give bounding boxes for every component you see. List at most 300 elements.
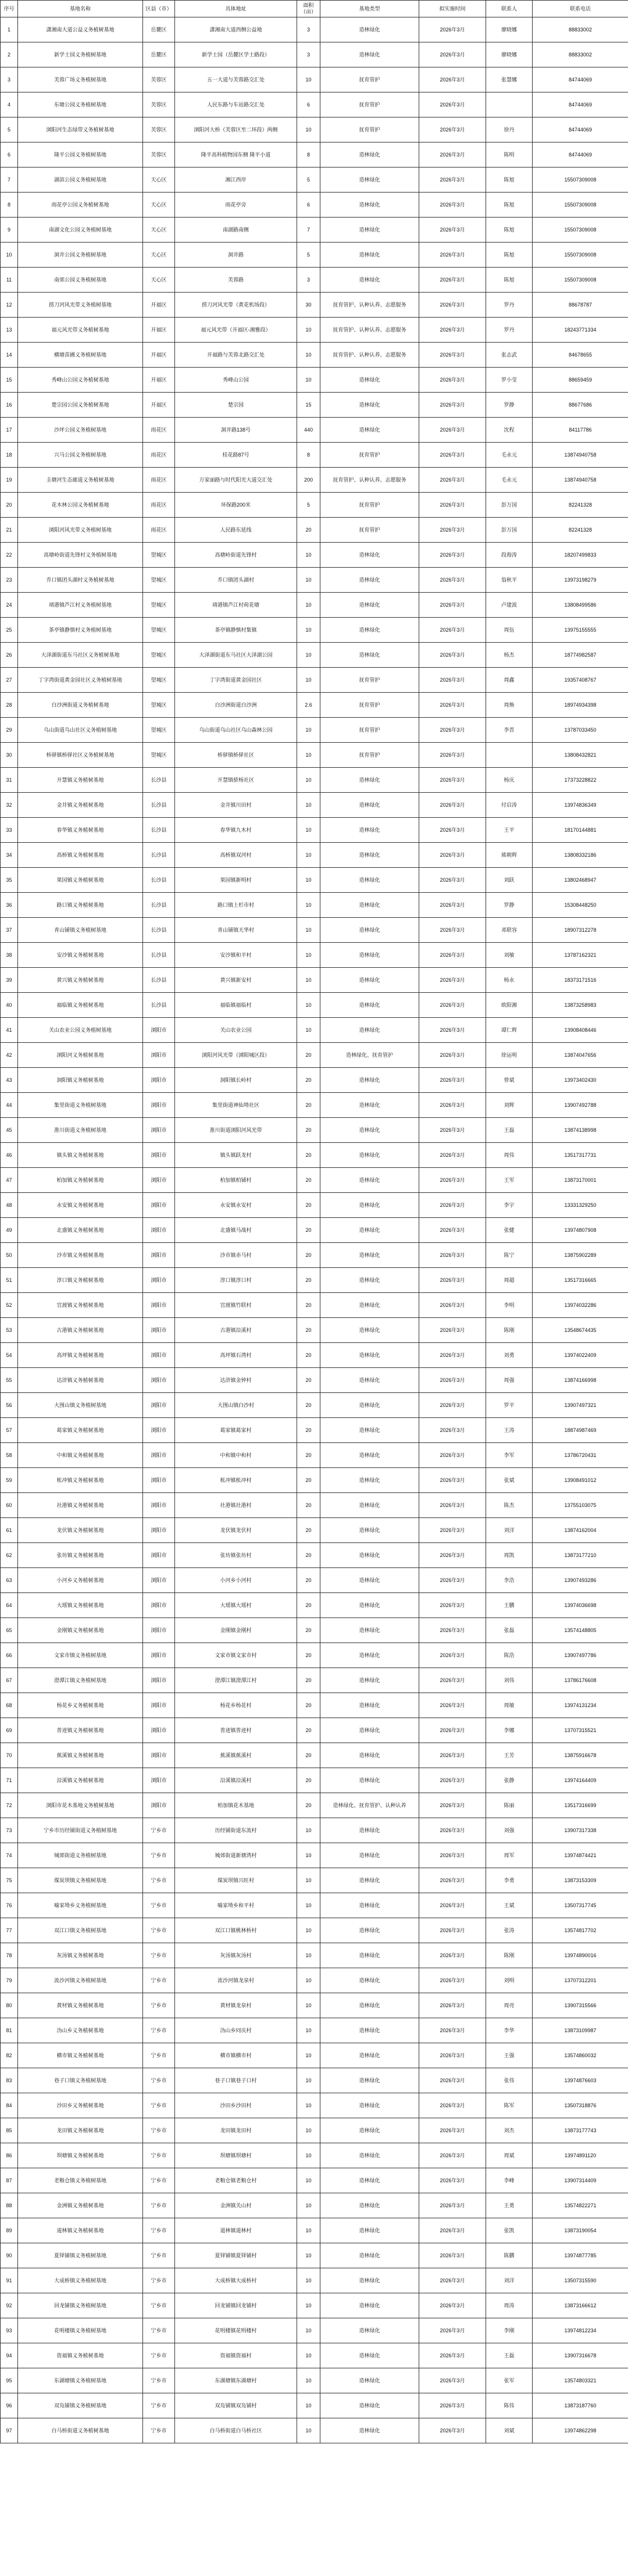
table-cell: 抚育管护 [320, 743, 419, 768]
table-cell: 东湖塘镇义务植树基地 [18, 2368, 143, 2393]
table-cell: 10 [297, 743, 320, 768]
table-cell: 2026年3月 [419, 418, 486, 443]
table-cell: 陈浩 [486, 1643, 533, 1668]
table-cell: 8 [297, 142, 320, 168]
table-cell: 造林绿化 [320, 2093, 419, 2118]
table-cell: 望城区 [143, 693, 175, 718]
table-cell: 春华镇义务植树基地 [18, 818, 143, 843]
table-row [1, 518, 628, 543]
table-cell: 2026年3月 [419, 168, 486, 193]
table-cell: 13907492788 [533, 1093, 628, 1118]
table-cell: 40 [1, 993, 18, 1018]
table-cell: 19 [1, 468, 18, 493]
table-cell: 10 [297, 593, 320, 618]
table-row [1, 1218, 628, 1243]
table-cell: 27 [1, 668, 18, 693]
table-cell: 白沙洲街道义务植树基地 [18, 693, 143, 718]
table-cell: 20 [297, 1568, 320, 1593]
table-cell: 浏阳市 [143, 1293, 175, 1318]
table-cell: 曾斌 [486, 1068, 533, 1093]
table-cell: 28 [1, 693, 18, 718]
table-cell: 2026年3月 [419, 1368, 486, 1393]
table-cell: 造林绿化 [320, 2343, 419, 2368]
table-cell: 双江口镇桃林桥村 [175, 1918, 297, 1943]
table-cell: 3 [297, 17, 320, 42]
table-cell: 46 [1, 1143, 18, 1168]
table-cell: 2026年3月 [419, 42, 486, 67]
table-cell: 喻家坳乡和平村 [175, 1893, 297, 1918]
table-cell: 86 [1, 2143, 18, 2168]
table-cell: 沿溪镇义务植树基地 [18, 1768, 143, 1793]
table-cell: 10 [297, 343, 320, 368]
table-cell: 横市镇横市村 [175, 2043, 297, 2068]
table-cell: 陈旭 [486, 243, 533, 268]
table-row [1, 1393, 628, 1418]
table-cell: 10 [297, 2018, 320, 2043]
table-cell: 横塘苗圃义务植树基地 [18, 343, 143, 368]
table-cell: 13548674435 [533, 1318, 628, 1343]
table-cell: 13973198279 [533, 568, 628, 593]
table-cell: 6 [297, 92, 320, 117]
table-cell: 13874940758 [533, 443, 628, 468]
table-cell: 集里街道义务植树基地 [18, 1093, 143, 1118]
table-cell: 望城区 [143, 643, 175, 668]
column-header: 区县（市） [143, 1, 175, 17]
table-cell: 煤炭坝镇义务植树基地 [18, 1868, 143, 1893]
table-cell: 10 [297, 868, 320, 893]
table-cell: 高桥镇双河村 [175, 843, 297, 868]
table-cell: 造林绿化 [320, 1068, 419, 1093]
table-cell: 造林绿化 [320, 1993, 419, 2018]
table-cell: 芙蓉区 [143, 67, 175, 92]
table-cell: 小河乡义务植树基地 [18, 1568, 143, 1593]
table-cell: 88659459 [533, 368, 628, 393]
table-cell: 段海涛 [486, 543, 533, 568]
table-cell: 13331329250 [533, 1193, 628, 1218]
table-cell: 茶亭镇静慎村义务植树基地 [18, 618, 143, 643]
table-cell: 13873170001 [533, 1168, 628, 1193]
table-cell: 城郊街道义务植树基地 [18, 1843, 143, 1868]
table-cell: 2026年3月 [419, 2018, 486, 2043]
table-cell: 龙伏镇龙伏村 [175, 1518, 297, 1543]
table-cell: 37 [1, 918, 18, 943]
table-cell: 金刚镇义务植树基地 [18, 1618, 143, 1643]
table-cell: 北盛镇义务植树基地 [18, 1218, 143, 1243]
table-cell: 张伟 [486, 2068, 533, 2093]
table-cell: 造林绿化、抚育管护、认种认养 [320, 1793, 419, 1818]
table-cell: 6 [297, 193, 320, 218]
table-cell: 沈程 [486, 418, 533, 443]
table-cell: 双江口镇义务植树基地 [18, 1918, 143, 1943]
table-cell: 10 [297, 2368, 320, 2393]
table-cell: 2026年3月 [419, 2043, 486, 2068]
table-cell: 长沙县 [143, 993, 175, 1018]
table-cell: 82241328 [533, 493, 628, 518]
table-cell: 浏阳市 [143, 1093, 175, 1118]
table-cell: 13574148805 [533, 1618, 628, 1643]
table-cell: 2026年3月 [419, 2118, 486, 2143]
table-cell: 造林绿化 [320, 1868, 419, 1893]
table-cell: 大泽湖街道东马社区义务植树基地 [18, 643, 143, 668]
table-cell: 2026年3月 [419, 1168, 486, 1193]
table-cell: 浏阳河生态绿带义务植树基地 [18, 117, 143, 142]
table-row [1, 1918, 628, 1943]
table-cell: 8 [1, 193, 18, 218]
table-cell: 20 [297, 518, 320, 543]
table-cell: 宁乡市 [143, 2193, 175, 2218]
table-cell: 大瑶镇义务植树基地 [18, 1593, 143, 1618]
table-row [1, 2043, 628, 2068]
table-cell: 16 [1, 393, 18, 418]
table-cell: 2026年3月 [419, 693, 486, 718]
table-cell: 流沙河镇义务植树基地 [18, 1968, 143, 1993]
table-cell: 2026年3月 [419, 1768, 486, 1793]
table-cell: 宁乡市 [143, 2043, 175, 2068]
table-cell: 2026年3月 [419, 543, 486, 568]
table-cell: 20 [297, 1618, 320, 1643]
table-cell: 王磊 [486, 2343, 533, 2368]
table-cell: 刘跃 [486, 868, 533, 893]
table-cell: 2026年3月 [419, 368, 486, 393]
table-cell: 宁乡市 [143, 1868, 175, 1893]
table-cell: 刘明 [486, 1968, 533, 1993]
table-row [1, 993, 628, 1018]
table-cell: 周超 [486, 1268, 533, 1293]
table-row [1, 1768, 628, 1793]
table-cell: 造林绿化 [320, 1268, 419, 1293]
table-row [1, 17, 628, 42]
table-cell: 13574817702 [533, 1918, 628, 1943]
table-cell: 13974022409 [533, 1343, 628, 1368]
table-cell: 造林绿化 [320, 1543, 419, 1568]
table-cell [486, 743, 533, 768]
table-cell: 造林绿化 [320, 2368, 419, 2393]
table-cell: 10 [297, 1843, 320, 1868]
table-cell: 造林绿化 [320, 42, 419, 67]
table-cell: 谭仁辉 [486, 1018, 533, 1043]
table-cell: 花明楼镇花明楼村 [175, 2318, 297, 2343]
table-cell: 人民东路与车站路交汇处 [175, 92, 297, 117]
table-cell: 2026年3月 [419, 1093, 486, 1118]
table-cell: 2026年3月 [419, 393, 486, 418]
table-cell: 洞井路 [175, 243, 297, 268]
table-cell: 捞刀河风光带义务植树基地 [18, 293, 143, 318]
table-cell: 陈宁 [486, 1243, 533, 1268]
table-cell: 抚育管护、认种认养、志愿服务 [320, 293, 419, 318]
table-cell: 浏阳市 [143, 1668, 175, 1693]
table-cell: 长沙县 [143, 893, 175, 918]
table-row [1, 1043, 628, 1068]
table-cell: 13908408446 [533, 1018, 628, 1043]
table-cell: 造林绿化 [320, 818, 419, 843]
table-cell: 造林绿化 [320, 1468, 419, 1493]
table-cell: 13874138998 [533, 1118, 628, 1143]
table-cell: 浏阳市 [143, 1368, 175, 1393]
table-cell: 5 [297, 168, 320, 193]
table-cell: 高塘岭街道先锋村 [175, 543, 297, 568]
table-cell: 抚育管护 [320, 668, 419, 693]
table-cell: 21 [1, 518, 18, 543]
table-cell: 徐运明 [486, 1043, 533, 1068]
table-cell: 开福区 [143, 318, 175, 343]
table-cell: 2026年3月 [419, 243, 486, 268]
table-row [1, 2418, 628, 2443]
table-cell: 黄材镇龙泉村 [175, 1993, 297, 2018]
table-cell: 东湖塘镇东湖塘村 [175, 2368, 297, 2393]
table-cell: 82241328 [533, 518, 628, 543]
table-cell: 造林绿化 [320, 1668, 419, 1693]
table-cell: 陈伟 [486, 2393, 533, 2418]
table-cell: 造林绿化 [320, 193, 419, 218]
table-cell: 资福镇资福村 [175, 2343, 297, 2368]
table-cell: 浏阳市 [143, 1393, 175, 1418]
table-cell: 老粮仓镇老粮仓村 [175, 2168, 297, 2193]
table-cell: 路口镇上杉市村 [175, 893, 297, 918]
table-cell: 沙市镇赤马村 [175, 1243, 297, 1268]
table-row [1, 1018, 628, 1043]
table-cell: 周军 [486, 1843, 533, 1868]
table-cell: 13875916678 [533, 1743, 628, 1768]
table-cell: 大成桥镇大成桥村 [175, 2268, 297, 2293]
table-cell: 13787033450 [533, 718, 628, 743]
table-cell: 20 [297, 1643, 320, 1668]
table-cell: 茶亭镇静慎村集镇 [175, 618, 297, 643]
table-cell: 49 [1, 1218, 18, 1243]
table-cell: 巷子口镇义务植树基地 [18, 2068, 143, 2093]
table-cell: 永安镇义务植树基地 [18, 1193, 143, 1218]
table-cell: 道林镇道林村 [175, 2218, 297, 2243]
table-cell: 2026年3月 [419, 818, 486, 843]
table-cell: 彭万国 [486, 518, 533, 543]
table-cell: 李明 [486, 1293, 533, 1318]
table-cell: 浏阳市 [143, 1118, 175, 1143]
table-row [1, 2268, 628, 2293]
table-cell: 2026年3月 [419, 1268, 486, 1293]
table-cell: 邓联容 [486, 918, 533, 943]
table-cell: 2026年3月 [419, 1318, 486, 1343]
table-cell: 靖港镇芦江村荷花塘 [175, 593, 297, 618]
table-cell: 长沙县 [143, 868, 175, 893]
table-row [1, 668, 628, 693]
table-cell: 潇湘南大道西侧公益地 [175, 17, 297, 42]
table-cell: 2026年3月 [419, 1193, 486, 1218]
table-cell: 91 [1, 2268, 18, 2293]
table-cell: 13 [1, 318, 18, 343]
table-cell: 20 [297, 1243, 320, 1268]
table-row [1, 643, 628, 668]
table-cell: 南郊公园义务植树基地 [18, 268, 143, 293]
table-cell: 大围山镇义务植树基地 [18, 1393, 143, 1418]
table-row [1, 818, 628, 843]
table-cell: 乔口镇团头湖村 [175, 568, 297, 593]
table-cell: 湖滨公园义务植树基地 [18, 168, 143, 193]
table-row [1, 1243, 628, 1268]
table-cell: 隆平高科植物园东侧 隆平小道 [175, 142, 297, 168]
table-cell: 25 [1, 618, 18, 643]
table-cell: 花木林公园义务植树基地 [18, 493, 143, 518]
table-cell: 文家市镇义务植树基地 [18, 1643, 143, 1668]
table-row [1, 268, 628, 293]
table-cell: 18170144881 [533, 818, 628, 843]
table-row [1, 2018, 628, 2043]
table-cell: 人民路东延线 [175, 518, 297, 543]
table-cell: 龙田镇龙田村 [175, 2118, 297, 2143]
table-row [1, 443, 628, 468]
table-cell: 东塘公园义务植树基地 [18, 92, 143, 117]
table-cell: 2026年3月 [419, 1468, 486, 1493]
table-cell: 丁字湾街道黄金园社区义务植树基地 [18, 668, 143, 693]
table-cell: 20 [297, 1168, 320, 1193]
table-cell: 灰汤镇灰汤村 [175, 1943, 297, 1968]
table-cell: 48 [1, 1193, 18, 1218]
table-cell: 3 [297, 42, 320, 67]
table-cell: 张健 [486, 1218, 533, 1243]
table-cell: 13907497321 [533, 1393, 628, 1418]
table-cell: 3 [1, 67, 18, 92]
table-cell: 13507318876 [533, 2093, 628, 2118]
table-cell: 路口镇义务植树基地 [18, 893, 143, 918]
table-cell: 周涛 [486, 2293, 533, 2318]
table-row [1, 1618, 628, 1643]
table-cell: 造林绿化 [320, 1743, 419, 1768]
table-cell: 造林绿化 [320, 368, 419, 393]
table-cell: 41 [1, 1018, 18, 1043]
table-cell: 张坊镇张坊村 [175, 1543, 297, 1568]
table-cell: 造林绿化 [320, 1593, 419, 1618]
table-cell: 13808432821 [533, 743, 628, 768]
table-cell: 20 [297, 1143, 320, 1168]
table-cell: 2026年3月 [419, 1068, 486, 1093]
table-row [1, 743, 628, 768]
table-cell: 18907312278 [533, 918, 628, 943]
table-cell: 造林绿化 [320, 1443, 419, 1468]
table-cell: 淳口镇淳口村 [175, 1268, 297, 1293]
table-row [1, 1593, 628, 1618]
table-cell: 2026年3月 [419, 1443, 486, 1468]
table-cell: 浏阳市 [143, 1718, 175, 1743]
table-cell: 13974836349 [533, 793, 628, 818]
table-cell: 13808332186 [533, 843, 628, 868]
table-cell: 2026年3月 [419, 1793, 486, 1818]
table-cell: 宁乡市 [143, 2118, 175, 2143]
table-cell: 92 [1, 2293, 18, 2318]
table-cell: 枨冲镇义务植树基地 [18, 1468, 143, 1493]
table-cell: 88833002 [533, 17, 628, 42]
table-cell: 2026年3月 [419, 2393, 486, 2418]
table-row [1, 142, 628, 168]
table-cell: 浏阳市 [143, 1193, 175, 1218]
table-cell: 黄材镇义务植树基地 [18, 1993, 143, 2018]
table-row [1, 193, 628, 218]
table-cell: 宁乡市 [143, 1843, 175, 1868]
table-cell: 13808499586 [533, 593, 628, 618]
table-cell: 54 [1, 1343, 18, 1368]
table-row [1, 2218, 628, 2243]
table-cell: 13873187760 [533, 2393, 628, 2418]
table-cell: 10 [297, 368, 320, 393]
table-cell: 靖港镇芦江村义务植树基地 [18, 593, 143, 618]
table-cell: 20 [297, 1518, 320, 1543]
table-cell: 宁乡市 [143, 2218, 175, 2243]
table-cell: 罗丹 [486, 293, 533, 318]
table-cell: 煤炭坝镇兴旺村 [175, 1868, 297, 1893]
table-cell: 88833002 [533, 42, 628, 67]
table-cell: 造林绿化 [320, 1293, 419, 1318]
table-cell: 宁乡市 [143, 1818, 175, 1843]
table-row [1, 1093, 628, 1118]
table-cell: 刘敏 [486, 943, 533, 968]
table-cell: 城郊街道新塘湾村 [175, 1843, 297, 1868]
table-cell: 20 [297, 1443, 320, 1468]
table-cell: 11 [1, 268, 18, 293]
table-cell: 岳麓区 [143, 42, 175, 67]
table-cell: 柏加镇义务植树基地 [18, 1168, 143, 1193]
table-cell: 20 [297, 1293, 320, 1318]
table-cell: 10 [297, 793, 320, 818]
table-cell: 罗平 [486, 1393, 533, 1418]
column-header: 基地名称 [18, 1, 143, 17]
table-cell: 抚育管护 [320, 67, 419, 92]
table-cell: 宁乡市 [143, 2418, 175, 2443]
table-row [1, 1843, 628, 1868]
table-cell: 达浒镇义务植树基地 [18, 1368, 143, 1393]
table-cell: 2026年3月 [419, 793, 486, 818]
table-row [1, 293, 628, 318]
table-cell: 夏铎铺镇义务植树基地 [18, 2243, 143, 2268]
table-cell: 2026年3月 [419, 918, 486, 943]
table-cell: 13875902289 [533, 1243, 628, 1268]
table-cell: 造林绿化 [320, 1518, 419, 1543]
table-cell: 宁乡市 [143, 2168, 175, 2193]
table-cell: 10 [297, 1018, 320, 1043]
table-cell: 10 [297, 718, 320, 743]
table-cell: 陈刚 [486, 1318, 533, 1343]
table-cell: 李浩 [486, 1568, 533, 1593]
table-cell: 13873190054 [533, 2218, 628, 2243]
table-cell: 2026年3月 [419, 92, 486, 117]
table-cell: 2026年3月 [419, 1718, 486, 1743]
table-cell: 20 [297, 1468, 320, 1493]
table-cell: 10 [297, 2218, 320, 2243]
table-cell: 13574822271 [533, 2193, 628, 2218]
table-cell: 17 [1, 418, 18, 443]
table-cell: 2026年3月 [419, 2243, 486, 2268]
table-cell: 刘洋 [486, 2268, 533, 2293]
table-row [1, 1993, 628, 2018]
table-cell: 13874047656 [533, 1043, 628, 1068]
table-cell: 13974862298 [533, 2418, 628, 2443]
table-cell: 开福路与芙蓉北路交汇处 [175, 343, 297, 368]
table-row [1, 1818, 628, 1843]
table-row [1, 1143, 628, 1168]
table-cell: 浏阳市 [143, 1643, 175, 1668]
table-cell: 43 [1, 1068, 18, 1093]
table-cell: 2026年3月 [419, 1043, 486, 1068]
table-cell: 10 [297, 2343, 320, 2368]
table-cell: 普迹镇义务植树基地 [18, 1718, 143, 1743]
table-cell: 60 [1, 1493, 18, 1518]
table-cell: 望城区 [143, 593, 175, 618]
table-cell: 灰汤镇义务植树基地 [18, 1943, 143, 1968]
table-cell: 10 [297, 2118, 320, 2143]
table-cell: 浏阳河风光带义务植树基地 [18, 518, 143, 543]
table-cell: 2026年3月 [419, 2143, 486, 2168]
table-cell: 沙田乡义务植树基地 [18, 2093, 143, 2118]
table-cell: 熊朝辉 [486, 843, 533, 868]
table-cell: 造林绿化 [320, 243, 419, 268]
table-row [1, 893, 628, 918]
table-row [1, 1643, 628, 1668]
